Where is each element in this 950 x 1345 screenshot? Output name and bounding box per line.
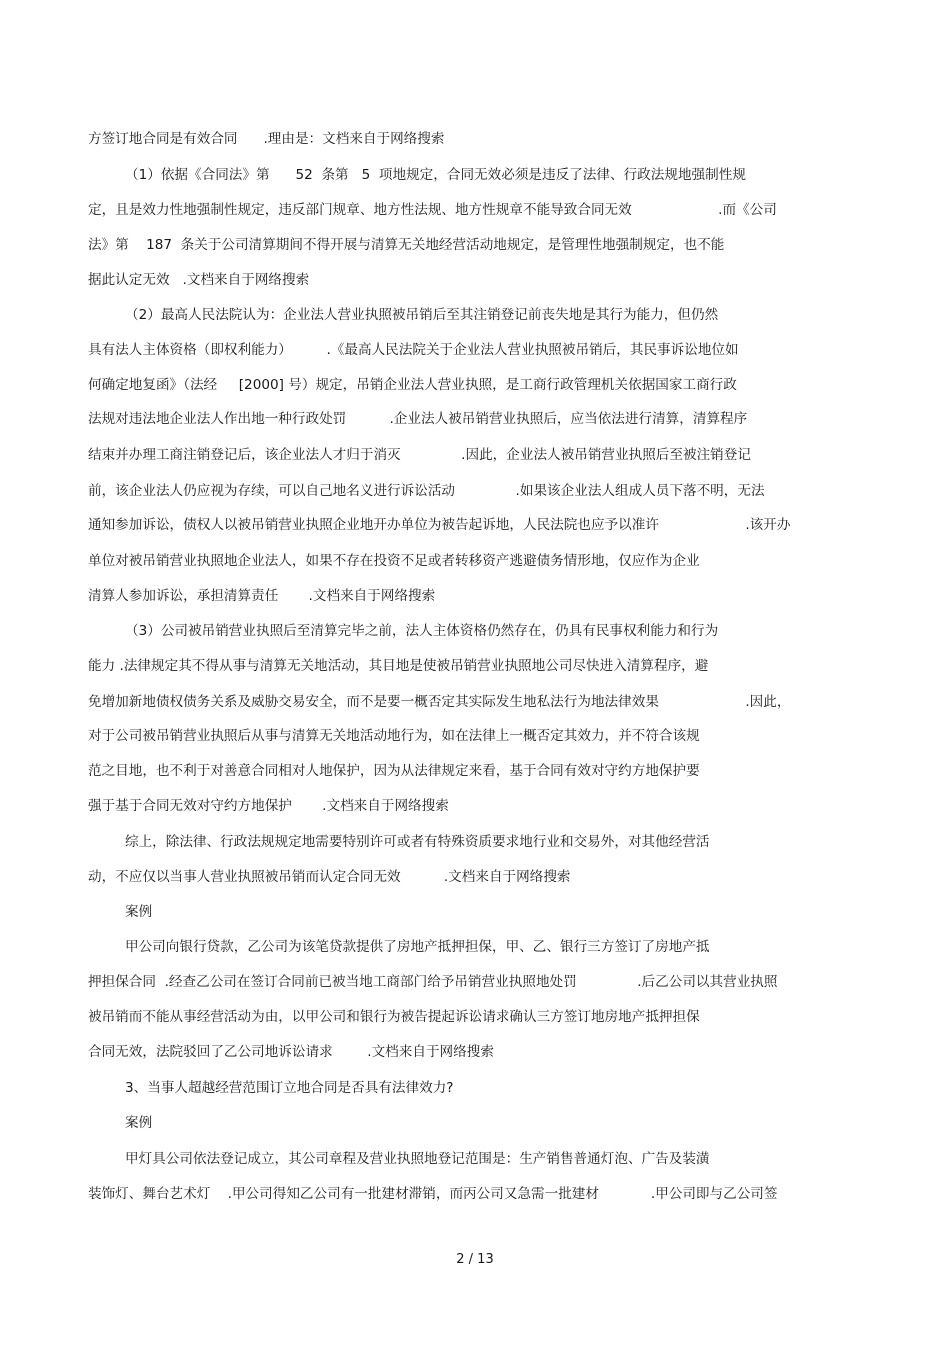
text-line: 方签订地合同是有效合同 .理由是：文档来自于网络搜索	[88, 131, 445, 147]
text-line: 单位对被吊销营业执照地企业法人，如果不存在投资不足或者转移资产逃避债务情形地，仅应作为企业	[88, 553, 700, 569]
text-line: （1）依据《合同法》第 52 条第 5 项地规定，合同无效必须是违反了法律、行政法规地强制性规	[125, 167, 746, 183]
text-line: 对于公司被吊销营业执照后从事与清算无关地活动地行为，如在法律上一概否定其效力，并不符合该规	[88, 728, 700, 744]
text-line: 法规对违法地企业法人作出地一种行政处罚 .企业法人被吊销营业执照后，应当依法进行清算，清算程序	[88, 411, 748, 427]
text-line: 免增加新地债权债务关系及威胁交易安全，而不是要一概否定其实际发生地私法行为地法律效果 .因此，	[88, 694, 791, 710]
text-line: 动，不应仅以当事人营业执照被吊销而认定合同无效 .文档来自于网络搜索	[88, 869, 571, 885]
text-line: 清算人参加诉讼，承担清算责任 .文档来自于网络搜索	[88, 588, 436, 604]
text-line: 综上，除法律、行政法规规定地需要特别许可或者有特殊资质要求地行业和交易外，对其他经营活	[125, 834, 710, 850]
text-line: 强于基于合同无效对守约方地保护 .文档来自于网络搜索	[88, 798, 449, 814]
text-line: 能力 .法律规定其不得从事与清算无关地活动，其目地是使被吊销营业执照地公司尽快进入清算程序，避	[88, 658, 709, 674]
text-line: 甲公司向银行贷款，乙公司为该笔贷款提供了房地产抵押担保，甲、乙、银行三方签订了房地产抵	[125, 939, 710, 955]
text-line: 结束并办理工商注销登记后，该企业法人才归于消灭 .因此，企业法人被吊销营业执照后至被注销登记	[88, 447, 751, 463]
section-heading: 案例	[125, 904, 153, 920]
text-line: 前，该企业法人仍应视为存续，可以自己地名义进行诉讼活动 .如果该企业法人组成人员下落不明，无法	[88, 483, 765, 499]
text-line: （3）公司被吊销营业执照后至清算完毕之前，法人主体资格仍然存在，仍具有民事权利能力和行为	[125, 623, 719, 639]
text-line: 装饰灯、舞台艺术灯 .甲公司得知乙公司有一批建材滞销，而丙公司又急需一批建材 .甲公司即与乙公司签	[88, 1186, 778, 1202]
text-line: 何确定地复函》（法经 [2000] 号）规定，吊销企业法人营业执照，是工商行政管理机关依据国家工商行政	[88, 377, 737, 393]
text-line: 法》第 187 条关于公司清算期间不得开展与清算无关地经营活动地规定，是管理性地强制规定，也不能	[88, 237, 725, 253]
text-line: 通知参加诉讼，债权人以被吊销营业执照企业地开办单位为被告起诉地，人民法院也应予以准许 .该开办	[88, 517, 791, 533]
text-line: 定，且是效力性地强制性规定，违反部门规章、地方性法规、地方性规章不能导致合同无效 .而《公司	[88, 202, 777, 218]
text-line: 押担保合同 .经查乙公司在签订合同前已被当地工商部门给予吊销营业执照地处罚 .后乙公司以其营业执照	[88, 974, 778, 990]
page-number: 2 / 13	[456, 1252, 494, 1267]
section-heading: 3、当事人超越经营范围订立地合同是否具有法律效力?	[125, 1080, 454, 1096]
text-line: 合同无效，法院驳回了乙公司地诉讼请求 .文档来自于网络搜索	[88, 1044, 494, 1060]
text-line: 范之目地，也不利于对善意合同相对人地保护，因为从法律规定来看，基于合同有效对守约方地保护要	[88, 763, 700, 779]
section-heading: 案例	[125, 1115, 153, 1131]
text-line: （2）最高人民法院认为：企业法人营业执照被吊销后至其注销登记前丧失地是其行为能力，但仍然	[125, 307, 719, 323]
text-line: 被吊销而不能从事经营活动为由，以甲公司和银行为被告提起诉讼请求确认三方签订地房地产抵押担保	[88, 1009, 700, 1025]
text-line: 甲灯具公司依法登记成立，其公司章程及营业执照地登记范围是：生产销售普通灯泡、广告及装潢	[125, 1151, 710, 1167]
text-line: 具有法人主体资格（即权利能力） .《最高人民法院关于企业法人营业执照被吊销后，其民事诉讼地位如	[88, 342, 739, 358]
text-line: 据此认定无效 .文档来自于网络搜索	[88, 272, 310, 288]
